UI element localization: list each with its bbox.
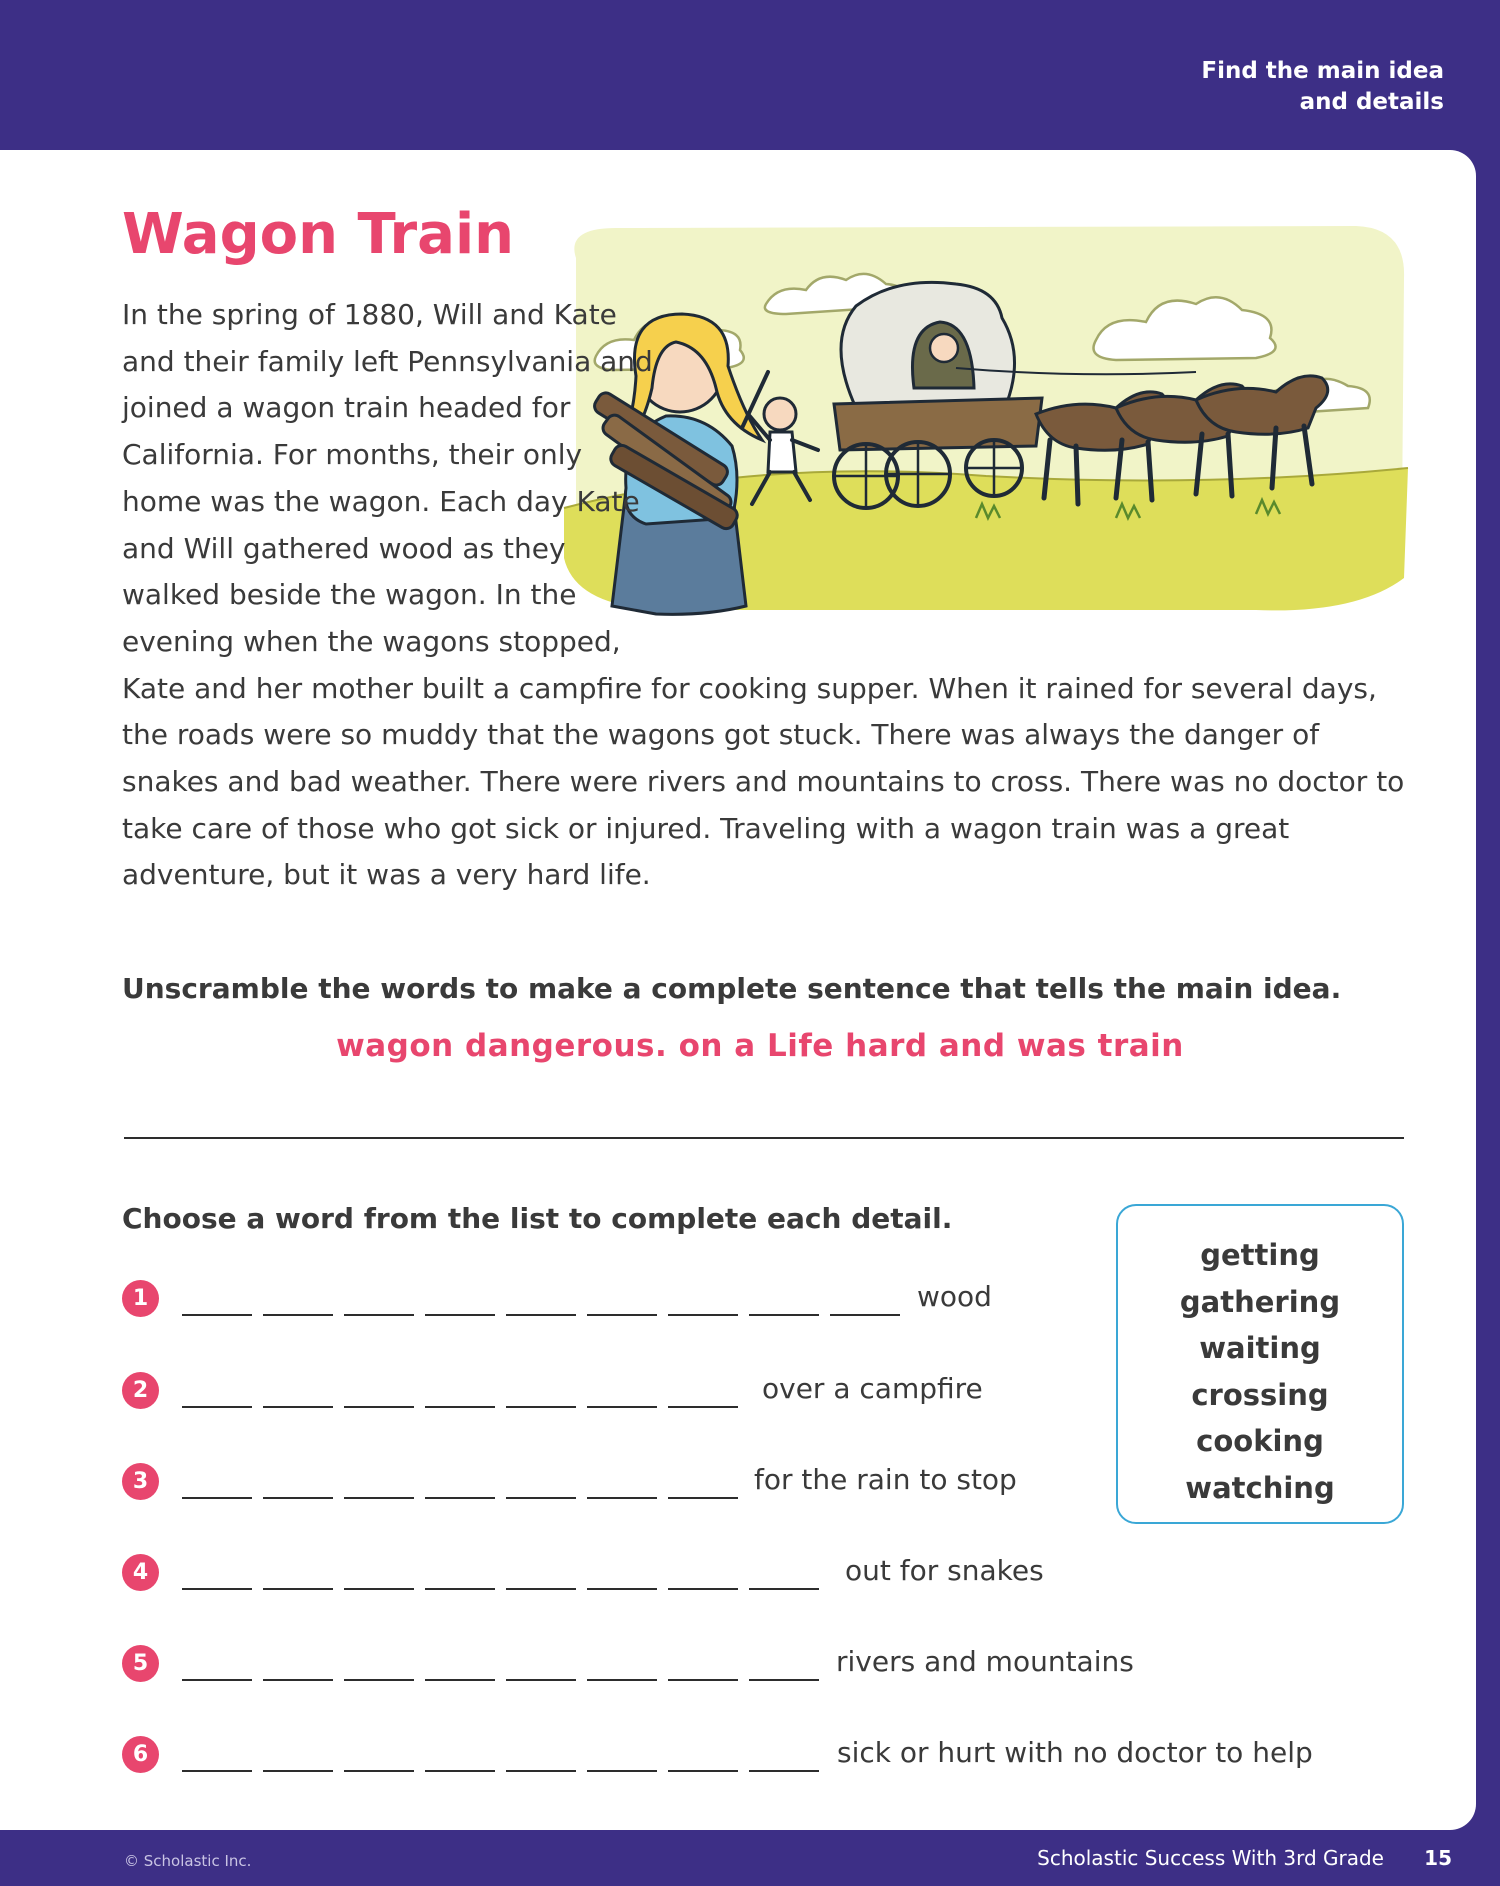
letter-blank[interactable]	[425, 1645, 495, 1681]
main-idea-answer-line[interactable]	[124, 1137, 1404, 1139]
letter-blank[interactable]	[668, 1463, 738, 1499]
letter-blank[interactable]	[344, 1554, 414, 1590]
letter-blank[interactable]	[587, 1645, 657, 1681]
detail-text: over a campfire	[762, 1372, 983, 1405]
letter-blank[interactable]	[182, 1645, 252, 1681]
page-number: 15	[1424, 1846, 1452, 1870]
detail-text: sick or hurt with no doctor to help	[837, 1736, 1313, 1769]
word-bank-item: watching	[1185, 1470, 1335, 1505]
letter-blank[interactable]	[587, 1280, 657, 1316]
letter-blank[interactable]	[668, 1372, 738, 1408]
letter-blank[interactable]	[506, 1280, 576, 1316]
letter-blank[interactable]	[182, 1554, 252, 1590]
detail-number: 4	[122, 1554, 159, 1591]
detail-answer-blanks[interactable]	[182, 1554, 830, 1592]
letter-blank[interactable]	[506, 1554, 576, 1590]
details-prompt: Choose a word from the list to complete each detail.	[122, 1202, 953, 1235]
word-bank-box	[1116, 1204, 1404, 1524]
scrambled-sentence: wagon dangerous. on a Life hard and was train	[336, 1028, 1184, 1064]
word-bank-item: waiting	[1199, 1331, 1321, 1365]
detail-number: 3	[122, 1463, 159, 1500]
word-bank-item: crossing	[1191, 1377, 1329, 1412]
illustration-space	[654, 292, 1412, 660]
skill-label	[1201, 56, 1444, 118]
letter-blank[interactable]	[749, 1736, 819, 1772]
story-title: Wagon Train	[122, 202, 514, 267]
letter-blank[interactable]	[749, 1554, 819, 1590]
detail-text: for the rain to stop	[754, 1463, 1017, 1496]
letter-blank[interactable]	[344, 1736, 414, 1772]
word-bank-item: cooking	[1196, 1424, 1324, 1458]
letter-blank[interactable]	[182, 1372, 252, 1408]
letter-blank[interactable]	[506, 1645, 576, 1681]
letter-blank[interactable]	[263, 1736, 333, 1772]
letter-blank[interactable]	[425, 1463, 495, 1499]
letter-blank[interactable]	[182, 1736, 252, 1772]
letter-blank[interactable]	[263, 1372, 333, 1408]
detail-number: 2	[122, 1372, 159, 1409]
letter-blank[interactable]	[263, 1280, 333, 1316]
letter-blank[interactable]	[506, 1463, 576, 1499]
letter-blank[interactable]	[506, 1372, 576, 1408]
skill-label-line2: and details	[1299, 89, 1444, 115]
letter-blank[interactable]	[263, 1645, 333, 1681]
letter-blank[interactable]	[668, 1736, 738, 1772]
letter-blank[interactable]	[425, 1372, 495, 1408]
letter-blank[interactable]	[344, 1463, 414, 1499]
detail-answer-blanks[interactable]	[182, 1736, 830, 1774]
detail-answer-blanks[interactable]	[182, 1280, 911, 1318]
letter-blank[interactable]	[587, 1554, 657, 1590]
detail-answer-blanks[interactable]	[182, 1463, 749, 1501]
letter-blank[interactable]	[425, 1736, 495, 1772]
detail-number: 5	[122, 1645, 159, 1682]
letter-blank[interactable]	[263, 1463, 333, 1499]
letter-blank[interactable]	[587, 1372, 657, 1408]
letter-blank[interactable]	[668, 1280, 738, 1316]
letter-blank[interactable]	[749, 1280, 819, 1316]
letter-blank[interactable]	[263, 1554, 333, 1590]
letter-blank[interactable]	[182, 1463, 252, 1499]
word-bank-item: getting	[1200, 1238, 1320, 1272]
letter-blank[interactable]	[506, 1736, 576, 1772]
letter-blank[interactable]	[668, 1645, 738, 1681]
letter-blank[interactable]	[587, 1463, 657, 1499]
book-title: Scholastic Success With 3rd Grade	[1037, 1846, 1384, 1870]
story-body: In the spring of 1880, Will and Kate and their family left Pennsylvania and joined a wagon train headed for California. For months, their only home was the wagon. Each day Kate and Will gathered wood as they walked beside the wagon. In the evening when the wagons stopped, Kate and her mother built a campfire for cooking supper. When it rained for several days, the roads were so muddy that the wagons got stuck. There was always the danger of snakes and bad weather. There were rivers and mountains to cross. There was no doctor to take care of those who got sick or injured. Traveling with a wagon train was a great adventure, but it was a very hard life.	[122, 298, 1405, 892]
detail-text: wood	[917, 1280, 992, 1313]
letter-blank[interactable]	[587, 1736, 657, 1772]
detail-answer-blanks[interactable]	[182, 1372, 749, 1410]
detail-number: 1	[122, 1280, 159, 1317]
story-text	[122, 292, 1412, 899]
copyright: © Scholastic Inc.	[124, 1852, 252, 1870]
letter-blank[interactable]	[425, 1554, 495, 1590]
skill-label-line1: Find the main idea	[1201, 58, 1444, 84]
detail-text: rivers and mountains	[836, 1645, 1134, 1678]
detail-answer-blanks[interactable]	[182, 1645, 830, 1683]
letter-blank[interactable]	[344, 1280, 414, 1316]
detail-text: out for snakes	[845, 1554, 1044, 1587]
letter-blank[interactable]	[749, 1645, 819, 1681]
word-bank-item: gathering	[1179, 1284, 1341, 1319]
letter-blank[interactable]	[830, 1280, 900, 1316]
letter-blank[interactable]	[344, 1645, 414, 1681]
letter-blank[interactable]	[425, 1280, 495, 1316]
letter-blank[interactable]	[668, 1554, 738, 1590]
main-idea-prompt: Unscramble the words to make a complete sentence that tells the main idea.	[122, 972, 1342, 1005]
detail-number: 6	[122, 1736, 159, 1773]
letter-blank[interactable]	[344, 1372, 414, 1408]
letter-blank[interactable]	[182, 1280, 252, 1316]
